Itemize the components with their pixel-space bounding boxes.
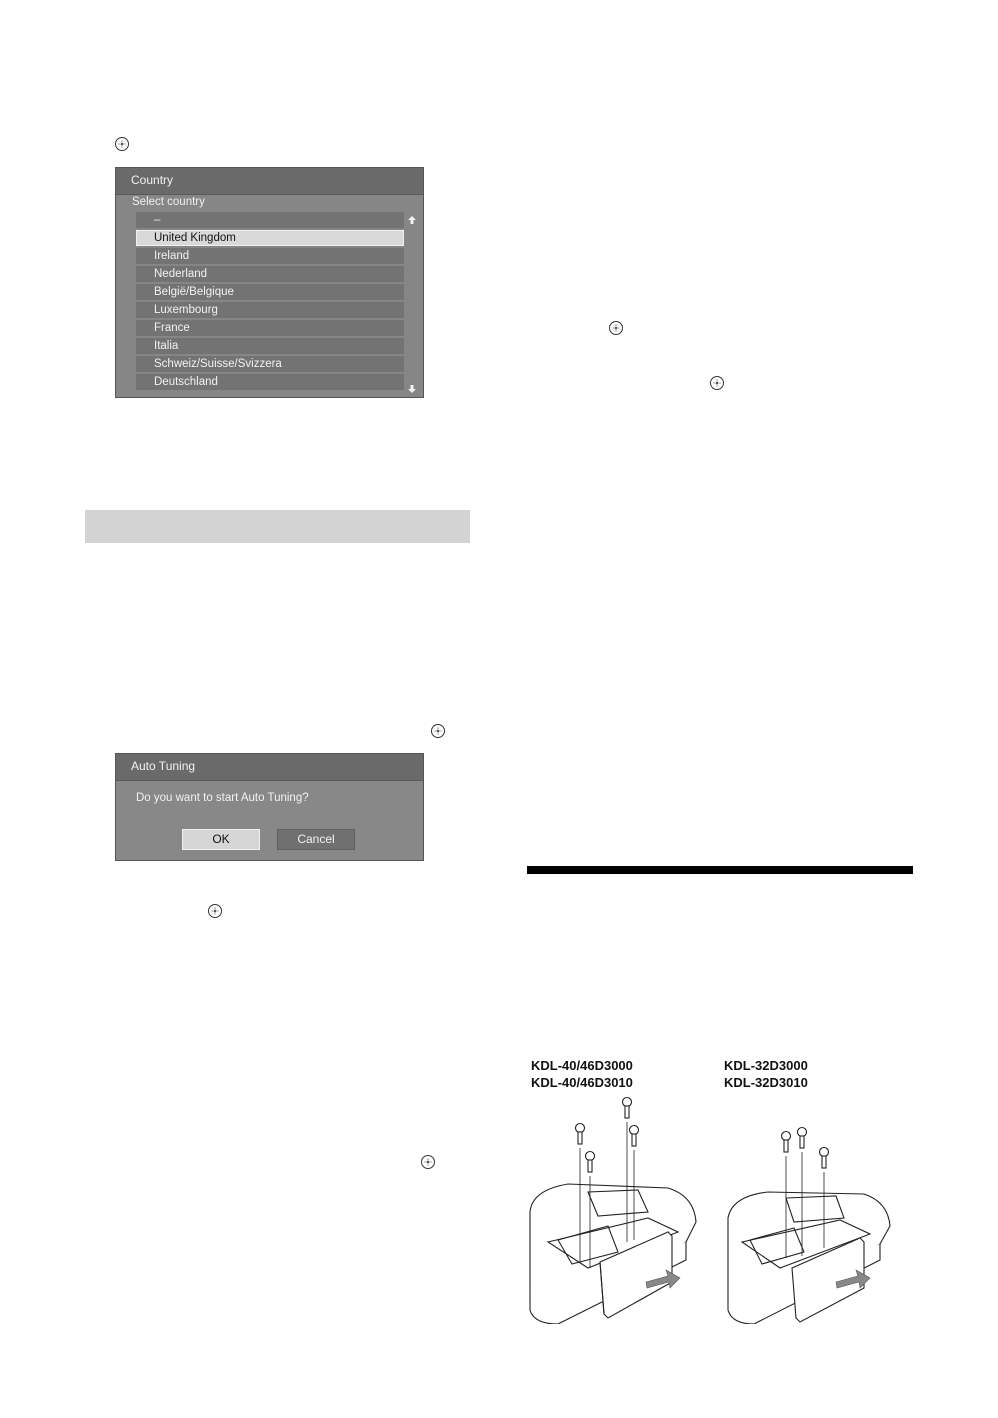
arrow-down-icon[interactable] [407, 381, 417, 391]
country-item[interactable]: België/Belgique [136, 284, 404, 300]
country-item-selected[interactable]: United Kingdom [136, 230, 404, 246]
country-item[interactable]: Ireland [136, 248, 404, 264]
dialog-title: Auto Tuning [116, 754, 423, 781]
stand-screws-illustration-left [528, 1092, 700, 1324]
enter-button-icon [608, 320, 624, 336]
country-item[interactable]: Schweiz/Suisse/Svizzera [136, 356, 404, 372]
arrow-up-icon[interactable] [407, 212, 417, 222]
enter-button-icon [420, 1154, 436, 1170]
enter-button-icon [114, 136, 130, 152]
country-item[interactable]: – [136, 212, 404, 228]
country-menu-subtitle: Select country [132, 196, 205, 208]
country-item[interactable]: France [136, 320, 404, 336]
country-item[interactable]: Italia [136, 338, 404, 354]
country-item[interactable]: Luxembourg [136, 302, 404, 318]
country-item[interactable]: Deutschland [136, 374, 404, 390]
auto-tuning-dialog [115, 753, 424, 861]
country-menu-title: Country [116, 168, 423, 195]
model-label-left [531, 1057, 633, 1091]
enter-button-icon [207, 903, 223, 919]
ok-button[interactable]: OK [182, 829, 260, 850]
model-label-right [724, 1057, 808, 1091]
stand-screws-illustration-right [724, 1122, 896, 1324]
model-name: KDL-40/46D3000 [531, 1058, 633, 1073]
model-name: KDL-32D3000 [724, 1058, 808, 1073]
cancel-button[interactable]: Cancel [277, 829, 355, 850]
dialog-message: Do you want to start Auto Tuning? [136, 792, 309, 804]
enter-button-icon [430, 723, 446, 739]
section-rule [527, 866, 913, 874]
country-item[interactable]: Nederland [136, 266, 404, 282]
model-name: KDL-40/46D3010 [531, 1075, 633, 1090]
country-list [136, 212, 404, 392]
country-menu [115, 167, 424, 398]
enter-button-icon [709, 375, 725, 391]
section-heading-band [85, 510, 470, 543]
model-name: KDL-32D3010 [724, 1075, 808, 1090]
